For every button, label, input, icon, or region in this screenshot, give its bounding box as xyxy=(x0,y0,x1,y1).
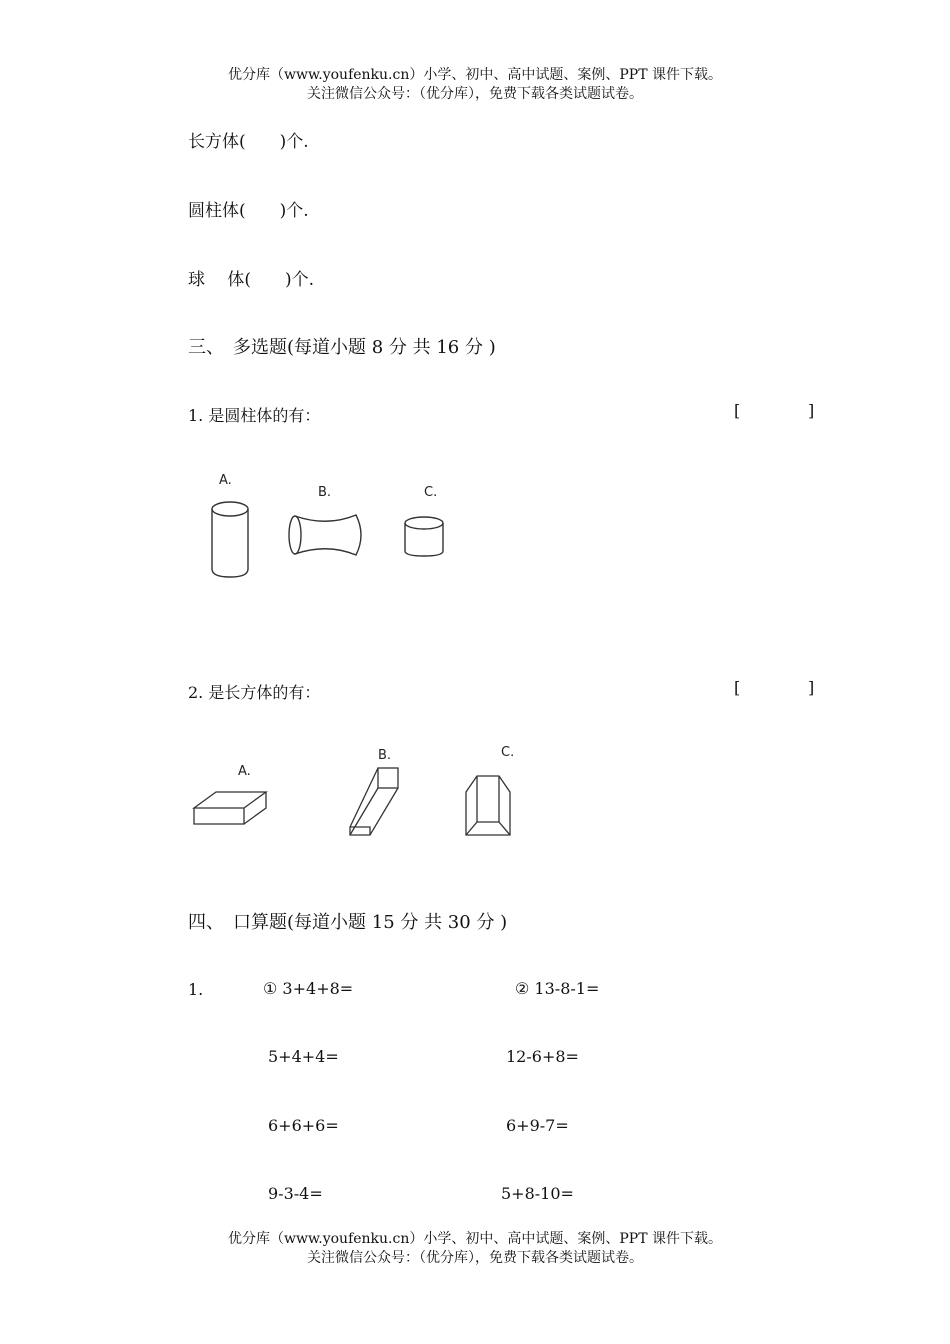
calc-row4-left: 9-3-4= xyxy=(268,1184,323,1203)
section4-title: 四、 口算题(每道小题 15 分 共 30 分 ) xyxy=(188,912,508,933)
s3-q2-option-b-label: B. xyxy=(378,748,392,763)
calc-row2-left: 5+4+4= xyxy=(268,1047,339,1066)
calc-row3-right: 6+9-7= xyxy=(506,1116,569,1135)
flat-box-a-figure xyxy=(194,792,266,824)
s3-q2-answer-bracket-open[interactable]: [ xyxy=(734,678,741,697)
header-line-2: 关注微信公众号：（优分库），免费下载各类试题试卷。 xyxy=(307,86,643,102)
s3-q1-text: 1. 是圆柱体的有： xyxy=(188,406,321,425)
short-cylinder-c-figure xyxy=(405,517,443,556)
calc-row1-left: ① 3+4+8= xyxy=(263,979,354,998)
s3-q1-figures xyxy=(200,465,460,590)
tilted-box-b-figure xyxy=(350,768,398,835)
count-item-sphere: 球 体( )个. xyxy=(188,270,315,290)
calc-row4-right: 5+8-10= xyxy=(501,1184,574,1203)
calc-row3-left: 6+6+6= xyxy=(268,1116,339,1135)
calc-row2-right: 12-6+8= xyxy=(506,1047,579,1066)
s3-q2-text: 2. 是长方体的有： xyxy=(188,683,321,702)
prism-c-figure xyxy=(466,776,510,835)
count-item-cuboid: 长方体( )个. xyxy=(188,132,309,152)
s3-q1-option-c-label: C. xyxy=(424,485,438,500)
count-item-cylinder: 圆柱体( )个. xyxy=(188,201,309,221)
s4-q1-number: 1. xyxy=(188,980,204,999)
s3-q1-answer-bracket-close[interactable]: ] xyxy=(808,401,815,420)
s3-q1-option-b-label: B. xyxy=(318,485,332,500)
calc-row1-right: ② 13-8-1= xyxy=(515,979,600,998)
s3-q2-option-c-label: C. xyxy=(501,745,515,760)
section3-title: 三、 多选题(每道小题 8 分 共 16 分 ) xyxy=(188,337,496,358)
header-line-1: 优分库（www.youfenku.cn）小学、初中、高中试题、案例、PPT 课件下载。 xyxy=(227,67,722,83)
s3-q1-answer-bracket-open[interactable]: [ xyxy=(734,401,741,420)
s3-q2-answer-bracket-close[interactable]: ] xyxy=(808,678,815,697)
cylinder-a-figure xyxy=(212,502,248,577)
s3-q2-figures xyxy=(190,740,530,845)
footer-line-2: 关注微信公众号：（优分库），免费下载各类试题试卷。 xyxy=(307,1250,643,1266)
s3-q2-option-a-label: A. xyxy=(238,764,251,779)
spool-b-figure xyxy=(289,515,361,555)
s3-q1-option-a-label: A. xyxy=(219,473,232,488)
footer-line-1: 优分库（www.youfenku.cn）小学、初中、高中试题、案例、PPT 课件下载。 xyxy=(227,1231,722,1247)
